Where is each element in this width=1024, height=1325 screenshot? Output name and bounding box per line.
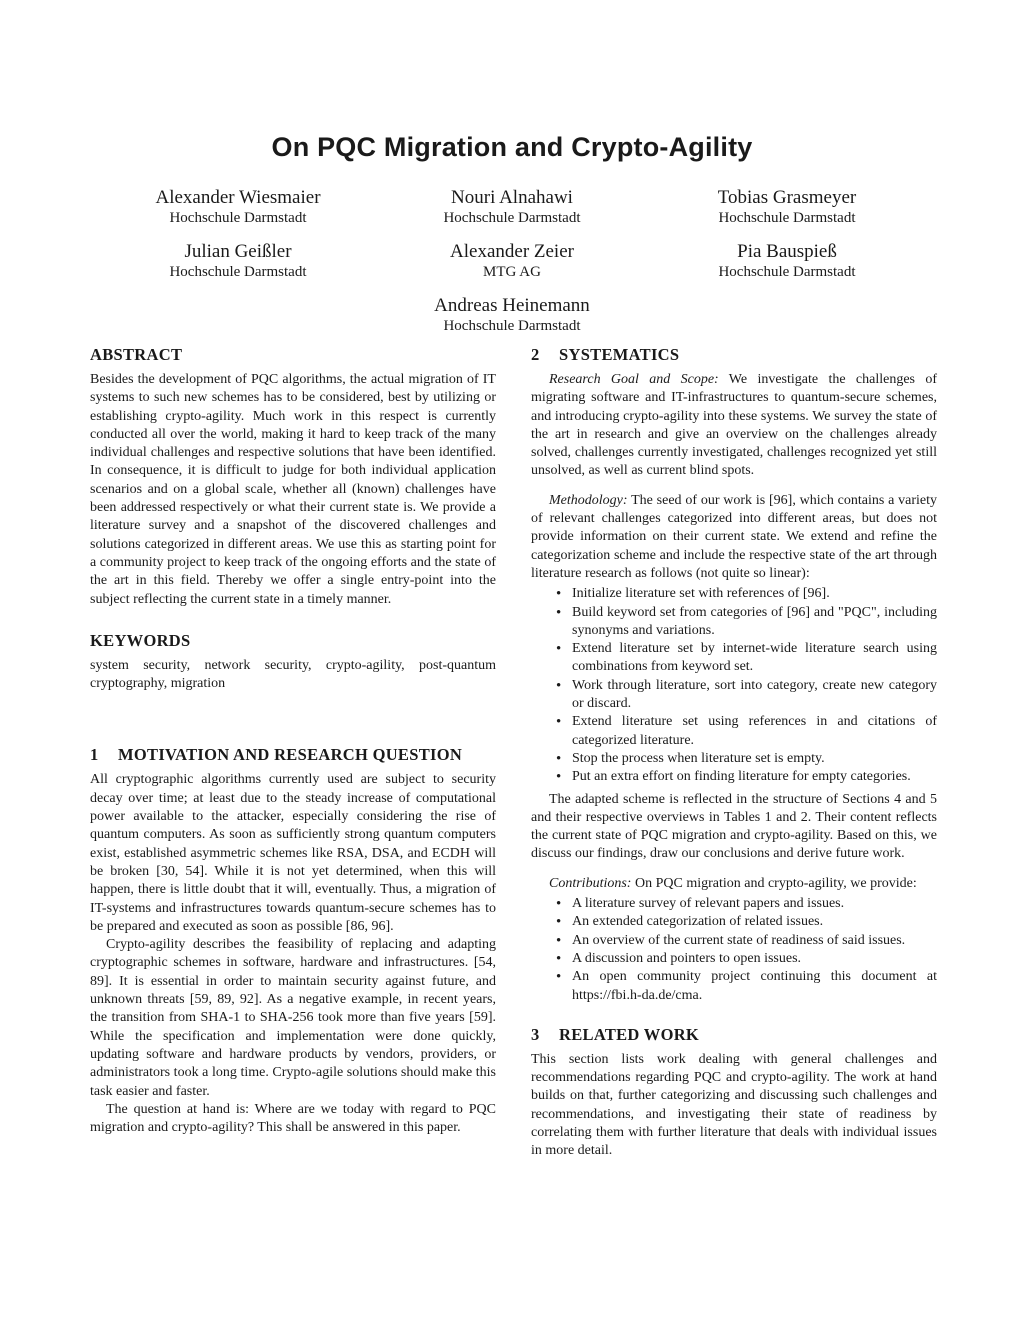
paragraph: All cryptographic algorithms currently used are subject to security decay over time; at least due to the steady increase of computational power available to the attacker, especially considering the rise of quantum computers. As soon as sufficiently strong quantum computers exist, established asymmetric schemes like RSA, DSA, and ECDH will be broken [30, 54]. While it is not yet determined, when this will happen, there is little doubt that it will, eventually. Thus, a migration of IT-systems and infrastructures towards quantum-secure schemes has to be prepared and executed as soon as possible [86, 96].	[90, 772, 496, 934]
list-item: • Extend literature set by internet-wide literature search using combinations from keyword set.	[572, 640, 937, 677]
list-item: • A literature survey of relevant papers and issues.	[572, 895, 937, 913]
section-motivation	[90, 745, 496, 1137]
run-in-heading: Contributions:	[549, 875, 632, 891]
section-title: SYSTEMATICS	[559, 345, 680, 364]
paragraph	[531, 371, 937, 481]
section-title: RELATED WORK	[559, 1024, 700, 1044]
author-block	[362, 241, 662, 281]
author-block	[637, 241, 937, 281]
paragraph	[531, 875, 937, 893]
author-name: Alexander Zeier	[450, 241, 574, 262]
methodology-list	[531, 585, 937, 786]
section-title: MOTIVATION AND RESEARCH QUESTION	[118, 745, 463, 765]
paragraph	[531, 492, 937, 583]
author-block	[362, 187, 662, 227]
author-name: Alexander Wiesmaier	[155, 187, 321, 208]
author-block	[88, 187, 388, 227]
section-heading	[531, 1025, 937, 1045]
list-item: • Build keyword set from categories of [96] and "PQC", including synonyms and variations.	[572, 604, 937, 641]
keywords-text: system security, network security, crypto-agility, post-quantum cryptography, migration	[90, 657, 496, 692]
author-affiliation: Hochschule Darmstadt	[443, 318, 581, 334]
author-affiliation: Hochschule Darmstadt	[169, 264, 307, 280]
paragraph-text: The seed of our work is [96], which contains a variety of relevant challenges categorized into different areas, but does not provide information on their current state. We extend and refine the categorization scheme and include the respective state of the art through literature research as follows (not quite so linear):	[531, 492, 938, 581]
list-item: • Stop the process when literature set is empty.	[572, 750, 937, 768]
author-block	[88, 241, 388, 281]
left-column	[90, 345, 496, 1137]
author-name: Tobias Grasmeyer	[717, 187, 857, 208]
author-name: Nouri Alnahawi	[451, 187, 573, 208]
abstract-section	[90, 345, 496, 609]
keywords-section	[90, 631, 496, 694]
author-affiliation: Hochschule Darmstadt	[718, 210, 856, 226]
abstract-text: Besides the development of PQC algorithms, the actual migration of IT systems to such new schemes has to be considered, best by utilizing or establishing crypto-agility. Much work in this respect is currently conducted all over the world, making it hard to keep track of the many individual challenges and respective solutions that have been identified. In consequence, it is difficult to judge for both individual application scenarios and on a global scale, whether all (known) challenges have been addressed respectively or what their current state is. We provide a literature survey and a snapshot of the discovered challenges and solutions categorized in different areas. We use this as starting point for a community project to keep track of the ongoing efforts and the state of the art in this field. Thereby we offer a single entry-point into the subject reflecting the current state in a timely manner.	[90, 372, 496, 607]
author-name: Pia Bauspieß	[737, 241, 837, 262]
run-in-heading: Research Goal and Scope:	[549, 372, 719, 387]
author-affiliation: Hochschule Darmstadt	[718, 264, 856, 280]
run-in-heading: Methodology:	[549, 492, 628, 508]
list-item: • A discussion and pointers to open issues.	[572, 950, 937, 968]
paragraph: The question at hand is: Where are we today with regard to PQC migration and crypto-agility? This shall be answered in this paper.	[90, 1101, 496, 1136]
section-heading	[90, 745, 496, 765]
author-name: Julian Geißler	[184, 241, 292, 262]
paragraph-text: We investigate the challenges of migrating software and IT-infrastructures to quantum-secure schemes, and introducing crypto-agility into these systems. We survey the state of the art in research and give an overview on the challenges already solved, challenges currently investigated, challenges recognized yet still unsolved, as well as current blind spots.	[531, 372, 937, 479]
list-item: • An overview of the current state of readiness of said issues.	[572, 932, 937, 950]
paragraph: The adapted scheme is reflected in the structure of Sections 4 and 5 and their respective overviews in Tables 1 and 2. Their content reflects the current state of PQC migration and crypto-agility. Based on this, we discuss our findings, draw our conclusions and derive future work.	[531, 791, 937, 862]
list-item: • An extended categorization of related issues.	[572, 913, 937, 931]
section-number: 1	[90, 745, 99, 765]
list-item: • Extend literature set using references in and citations of categorized literature.	[572, 713, 937, 750]
paragraph-text: On PQC migration and crypto-agility, we provide:	[634, 875, 917, 891]
author-block	[637, 187, 937, 227]
paragraph: Crypto-agility describes the feasibility of replacing and adapting cryptographic schemes in software, hardware and infrastructures. [54, 89]. It is essential in order to maintain security against future, and unknown threats [59, 89, 92]. As a negative example, in recent years, the transition from SHA-1 to SHA-256 took more than five years [59]. While the specification and implementation were done quickly, updating software and hardware products by vendors, providers, or administrators took a long time. Crypto-agile solutions should make this task easier and faster.	[90, 937, 496, 1099]
abstract-heading: ABSTRACT	[90, 345, 183, 364]
contributions-list	[531, 895, 937, 1005]
author-affiliation: MTG AG	[483, 264, 541, 280]
section-heading	[531, 345, 937, 365]
paper-title: On PQC Migration and Crypto-Agility	[271, 132, 753, 162]
section-systematics	[531, 345, 937, 1005]
section-related-work	[531, 1025, 937, 1161]
list-item: • Work through literature, sort into category, create new category or discard.	[572, 677, 937, 714]
keywords-heading: KEYWORDS	[90, 630, 191, 650]
author-affiliation: Hochschule Darmstadt	[169, 210, 307, 226]
right-column	[531, 345, 937, 1161]
list-item: • An open community project continuing this document at https://fbi.h-da.de/cma.	[572, 968, 937, 1005]
author-name: Andreas Heinemann	[434, 295, 590, 316]
author-affiliation: Hochschule Darmstadt	[443, 210, 581, 226]
author-block	[362, 295, 662, 335]
list-item: • Initialize literature set with references of [96].	[572, 585, 937, 603]
section-number: 3	[531, 1024, 540, 1044]
list-item: • Put an extra effort on finding literature for empty categories.	[572, 768, 937, 786]
paragraph: This section lists work dealing with general challenges and recommendations regarding PQC and crypto-agility. The work at hand builds on that, further categorizing and discussing such challenges and recommendations, and investigating their state of readiness by correlating them with further literature that deals with individual issues in more detail.	[531, 1051, 937, 1159]
section-number: 2	[531, 345, 540, 364]
